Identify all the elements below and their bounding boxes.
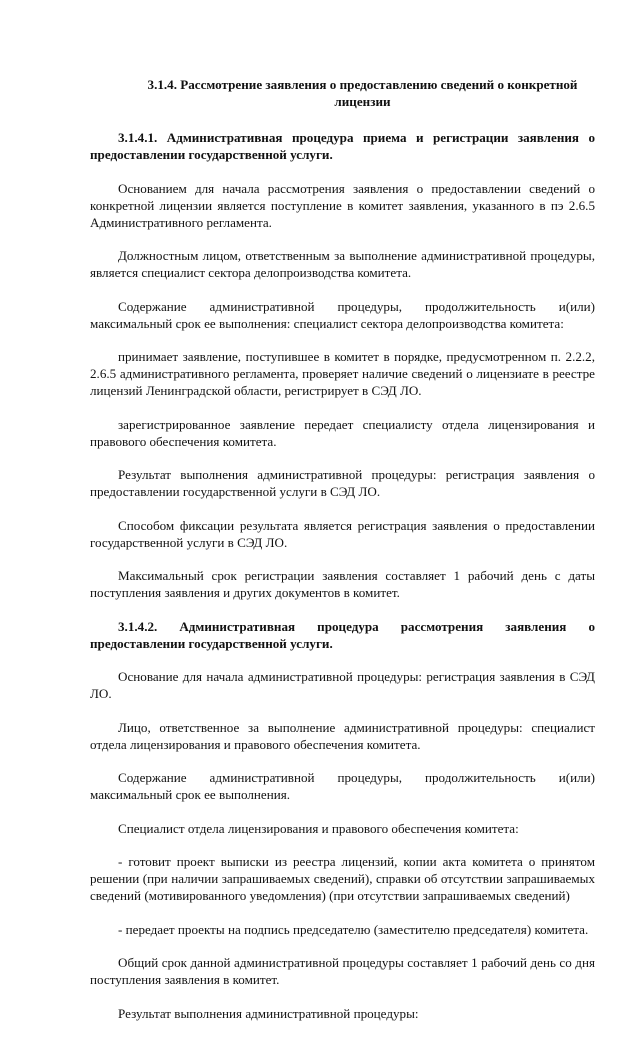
subsection-heading-3-1-4-1: 3.1.4.1. Административная процедура приема и регистрации заявления о предоставлении государственной услуги. [90,130,595,162]
paragraph-max-registration-term: Максимальный срок регистрации заявления составляет 1 рабочий день с даты поступления заявления и других документов в комитет. [90,568,595,600]
paragraph-accepts-application: принимает заявление, поступившее в комитет в порядке, предусмотренном п. 2.2.2, 2.6.5 административного регламента, проверяет наличие сведений о лицензиате в реестре лицензий Ленинградской области, регистрирует в СЭД ЛО. [90,349,595,398]
paragraph-procedure-content: Содержание административной процедуры, продолжительность и(или) максимальный срок ее выполнения: специалист сектора делопроизводства комитета: [90,298,595,331]
paragraph-procedure-result: Результат выполнения административной процедуры: регистрация заявления о предоставлении государственной услуги в СЭД ЛО. [90,467,595,499]
paragraph-fixation-method: Способом фиксации результата является регистрация заявления о предоставлении государственной услуги в СЭД ЛО. [90,517,595,550]
document-page [90,76,595,1038]
list-item-submits-drafts: - передает проекты на подпись председателю (заместителю председателя) комитета. [118,921,589,937]
list-item-prepares-draft: - готовит проект выписки из реестра лицензий, копии акта комитета о принятом решении (при наличии запрашиваемых сведений), справки об отсутствии запрашиваемых сведений (мотивированного уведомления) (при отсутствии запрашиваемых сведений) [90,854,595,903]
section-title: 3.1.4. Рассмотрение заявления о предоставлению сведений о конкретной лицензии [147,77,578,109]
paragraph-procedure-basis: Основание для начала административной процедуры: регистрация заявления в СЭД ЛО. [90,669,595,701]
paragraph-specialist: Специалист отдела лицензирования и правового обеспечения комитета: [118,820,519,836]
paragraph-transfers-application: зарегистрированное заявление передает специалисту отдела лицензирования и правового обеспечения комитета. [90,416,595,449]
paragraph-procedure-result-2: Результат выполнения административной процедуры: [118,1005,419,1021]
paragraph-responsible-person: Лицо, ответственное за выполнение административной процедуры: специалист отдела лицензирования и правового обеспечения комитета. [90,719,595,752]
subsection-heading-3-1-4-2: 3.1.4.2. Административная процедура рассмотрения заявления о предоставлении государственной услуги. [90,618,595,651]
paragraph-total-term: Общий срок данной административной процедуры составляет 1 рабочий день со дня поступления заявления в комитет. [90,955,595,987]
paragraph-responsible-official: Должностным лицом, ответственным за выполнение административной процедуры, является специалист сектора делопроизводства комитета. [90,248,595,280]
paragraph-basis: Основанием для начала рассмотрения заявления о предоставлении сведений о конкретной лицензии является поступление в комитет заявления, указанного в пэ 2.6.5 Административного регламента. [90,180,595,230]
paragraph-procedure-content-2: Содержание административной процедуры, продолжительность и(или) максимальный срок ее выполнения. [90,770,595,802]
